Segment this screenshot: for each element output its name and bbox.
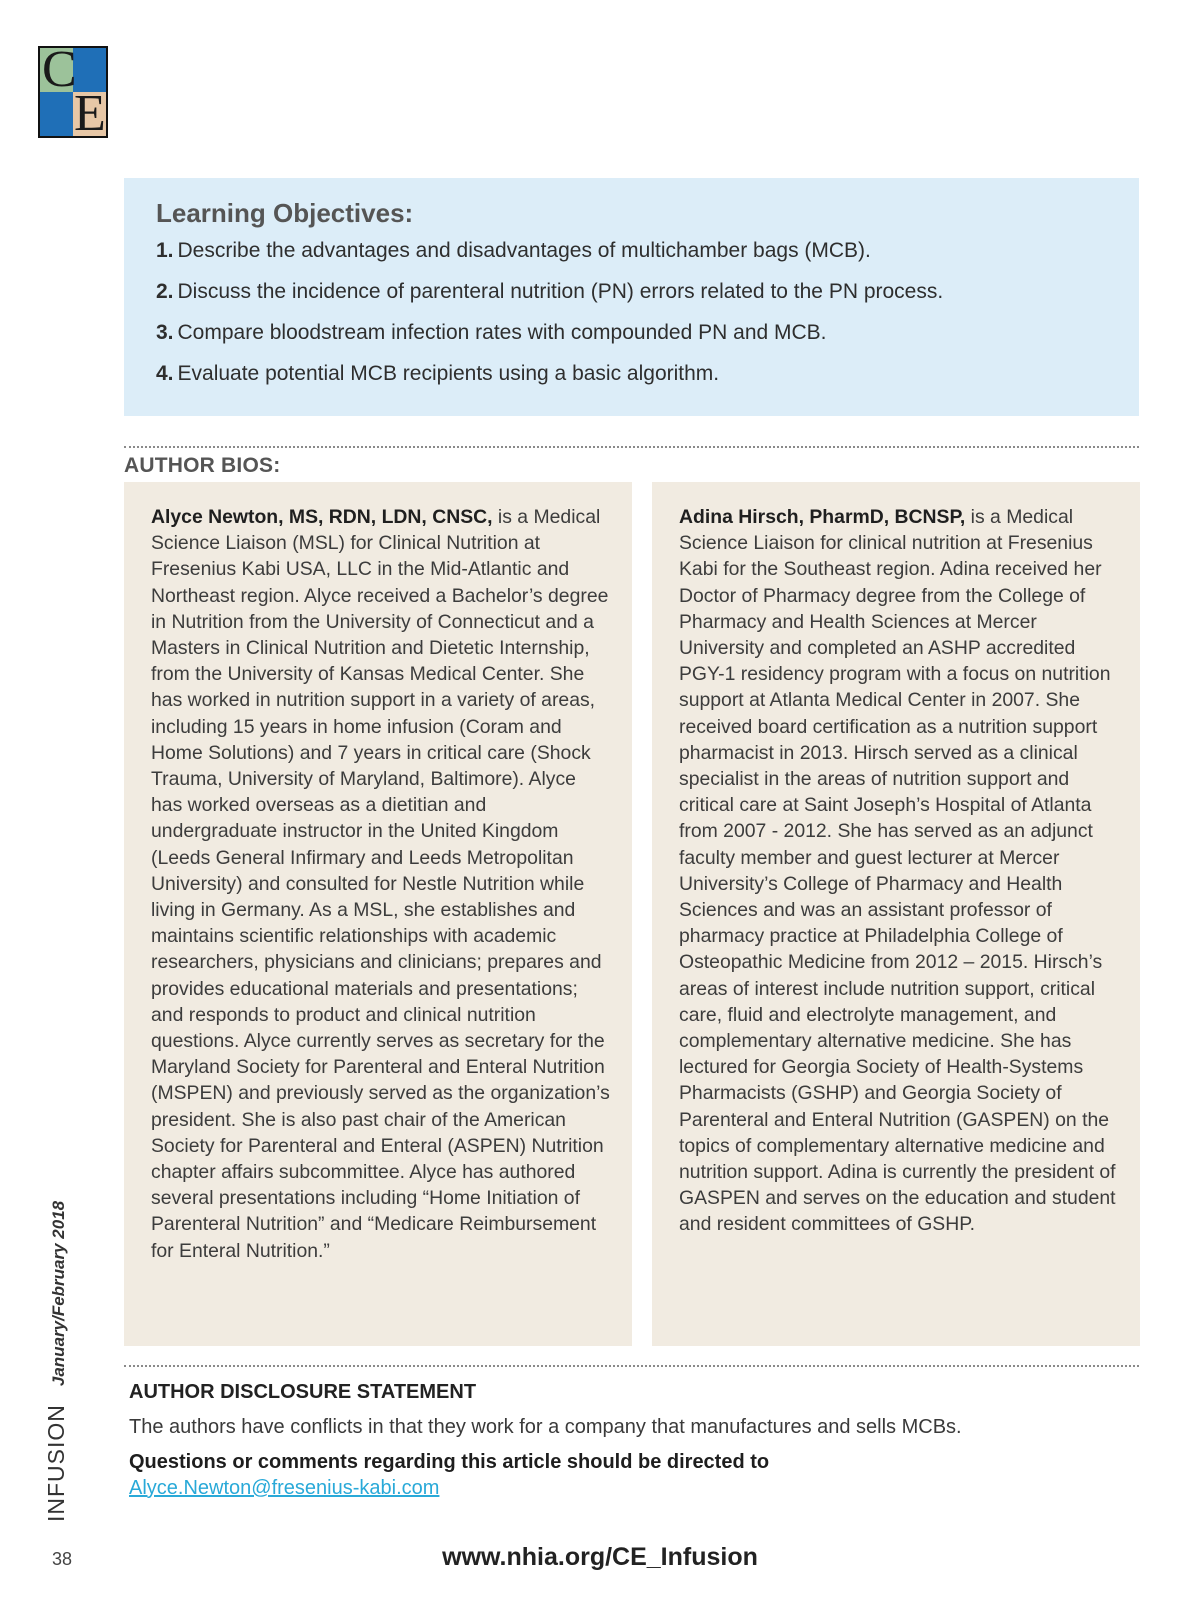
author-bios-heading: AUTHOR BIOS: — [124, 454, 281, 477]
bio-text — [151, 504, 612, 1264]
objective-item — [156, 321, 1139, 345]
objective-text: Compare bloodstream infection rates with compounded PN and MCB. — [177, 321, 827, 344]
dotted-divider — [124, 1365, 1139, 1367]
ce-logo — [38, 41, 108, 142]
footer-url[interactable]: www.nhia.org/CE_Infusion — [442, 1543, 758, 1571]
objective-text: Describe the advantages and disadvantages of multichamber bags (MCB). — [177, 239, 871, 262]
disclosure-heading: AUTHOR DISCLOSURE STATEMENT — [129, 1381, 477, 1403]
bio-box-hirsch — [652, 482, 1140, 1346]
publication-brand: INFUSION — [43, 1404, 69, 1522]
objective-text: Evaluate potential MCB recipients using a basic algorithm. — [177, 362, 720, 385]
objective-item — [156, 280, 1139, 304]
author-name: Alyce Newton, MS, RDN, LDN, CNSC, — [151, 506, 493, 528]
objective-item — [156, 239, 1139, 263]
author-email-link[interactable]: Alyce.Newton@fresenius-kabi.com — [129, 1477, 440, 1499]
issue-date: January/February 2018 — [49, 1200, 68, 1387]
side-publication-title — [43, 1201, 70, 1522]
bio-box-newton — [124, 482, 632, 1346]
logo-letter-c: C — [42, 41, 77, 98]
questions-text: Questions or comments regarding this article should be directed to — [129, 1451, 770, 1473]
learning-objectives-title: Learning Objectives: — [156, 198, 414, 228]
objective-item — [156, 362, 1139, 386]
objective-number: 1. — [156, 239, 174, 262]
logo-cell-blue — [40, 92, 73, 136]
logo-letter-e: E — [74, 85, 106, 142]
page-number: 38 — [52, 1549, 73, 1569]
objective-number: 2. — [156, 280, 174, 303]
disclosure-text: The authors have conflicts in that they work for a company that manufactures and sells MCBs. — [129, 1416, 962, 1438]
bio-body: is a Medical Science Liaison for clinical nutrition at Fresenius Kabi for the Southeast region. Adina received her Doctor of Pharmacy degree from the College of Pharmacy and Health Sciences at Mercer University and completed an ASHP accredited PGY-1 residency program with a focus on nutrition support at Atlanta Medical Center in 2007. She received board certification as a nutrition support pharmacist in 2013. Hirsch served as a clinical specialist in the areas of nutrition support and critical care at Saint Joseph’s Hospital of Atlanta from 2007 - 2012. She has served as an adjunct faculty member and guest lecturer at Mercer University’s College of Pharmacy and Health Sciences and was an assistant professor of pharmacy practice at Philadelphia College of Osteopathic Medicine from 2012 – 2015. Hirsch’s areas of interest include nutrition support, critical care, fluid and electrolyte management, and complementary alternative medicine. She has lectured for Georgia Society of Health-Systems Pharmacists (GSHP) and Georgia Society of Parenteral and Enteral Nutrition (GASPEN) on the topics of complementary alternative medicine and nutrition support. Adina is currently the president of GASPEN and serves on the education and student and resident committees of GSHP. — [679, 506, 1116, 1236]
author-name: Adina Hirsch, PharmD, BCNSP, — [679, 506, 966, 528]
objective-text: Discuss the incidence of parenteral nutrition (PN) errors related to the PN process. — [177, 280, 944, 303]
bio-body: is a Medical Science Liaison (MSL) for Clinical Nutrition at Fresenius Kabi USA, LLC in the Mid-Atlantic and Northeast region. Alyce received a Bachelor’s degree in Nutrition from the University of Connecticut and a Masters in Clinical Nutrition and Dietetic Internship, from the University of Kansas Medical Center. She has worked in nutrition support in a variety of areas, including 15 years in home infusion (Coram and Home Solutions) and 7 years in critical care (Shock Trauma, University of Maryland, Baltimore). Alyce has worked overseas as a dietitian and undergraduate instructor in the United Kingdom (Leeds General Infirmary and Leeds Metropolitan University) and consulted for Nestle Nutrition while living in Germany. As a MSL, she establishes and maintains scientific relationships with academic researchers, physicians and clinicians; prepares and provides educational materials and presentations; and responds to product and clinical nutrition questions. Alyce currently serves as secretary for the Maryland Society for Parenteral and Enteral Nutrition (MSPEN) and previously served as the organization’s president. She is also past chair of the American Society for Parenteral and Enteral (ASPEN) Nutrition chapter affairs subcommittee. Alyce has authored several presentations including “Home Initiation of Parenteral Nutrition” and “Medicare Reimbursement for Enteral Nutrition.” — [151, 506, 610, 1262]
objective-number: 4. — [156, 362, 174, 385]
dotted-divider — [124, 446, 1139, 448]
learning-objectives-box — [124, 178, 1139, 416]
objective-number: 3. — [156, 321, 174, 344]
bio-text — [679, 504, 1120, 1238]
